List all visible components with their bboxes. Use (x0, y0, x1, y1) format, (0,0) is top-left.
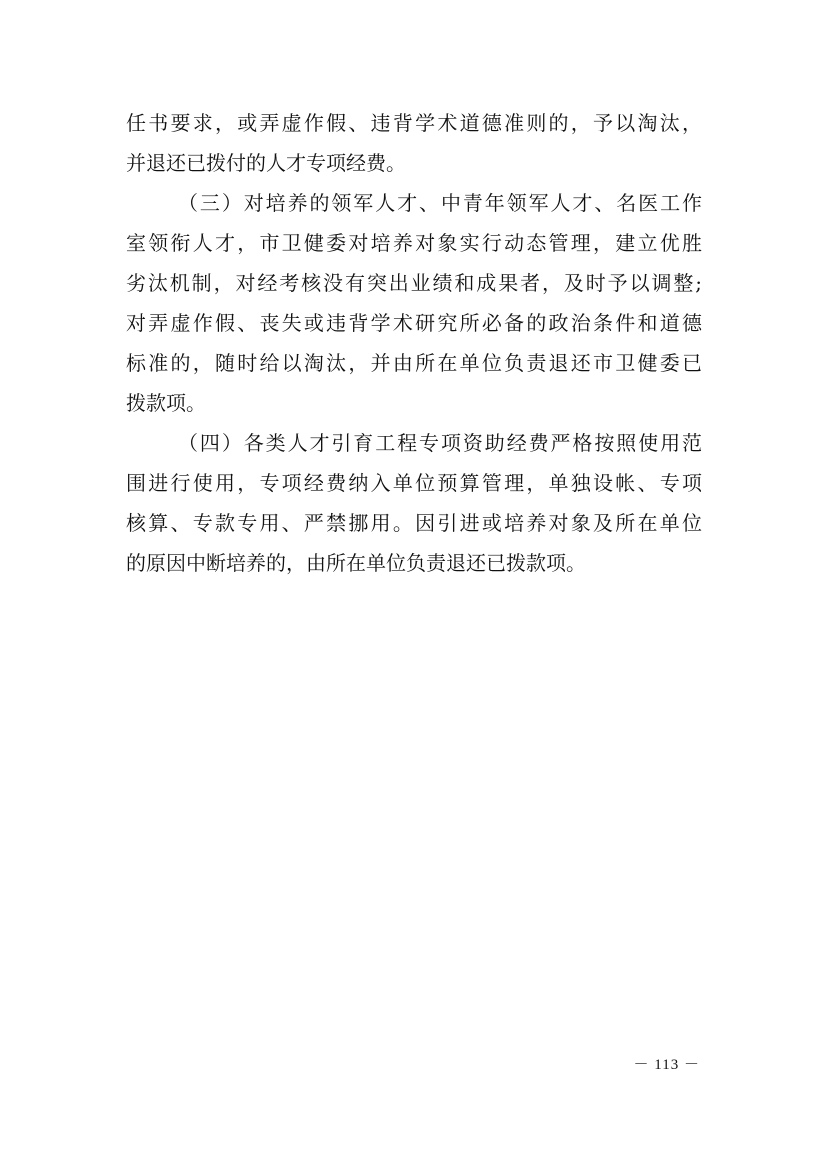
page-number: － 113 － (633, 1057, 700, 1073)
paragraph-1-line-2: 并退还已拨付的人才专项经费。 (126, 151, 406, 175)
paragraph-3-line-3: 核算、专款专用、严禁挪用。因引进或培养对象及所在单位 (126, 511, 702, 535)
paragraph-2-line-3: 劣汰机制，对经考核没有突出业绩和成果者，及时予以调整; (126, 271, 702, 295)
paragraph-2-line-5: 标准的，随时给以淘汰，并由所在单位负责退还市卫健委已 (126, 351, 702, 375)
paragraph-2-line-1: （三）对培养的领军人才、中青年领军人才、名医工作 (178, 191, 702, 215)
paragraph-2-line-6: 拨款项。 (126, 391, 206, 415)
paragraph-3-line-1: （四）各类人才引育工程专项资助经费严格按照使用范 (178, 431, 702, 455)
paragraph-3-line-4: 的原因中断培养的，由所在单位负责退还已拨款项。 (126, 551, 586, 575)
paragraph-1-line-1: 任书要求，或弄虚作假、违背学术道德准则的，予以淘汰， (126, 111, 702, 135)
paragraph-2-line-4: 对弄虚作假、丧失或违背学术研究所必备的政治条件和道德 (126, 311, 702, 335)
paragraph-2-line-2: 室领衔人才，市卫健委对培养对象实行动态管理，建立优胜 (126, 231, 702, 255)
paragraph-3-line-2: 围进行使用，专项经费纳入单位预算管理，单独设帐、专项 (126, 471, 702, 495)
